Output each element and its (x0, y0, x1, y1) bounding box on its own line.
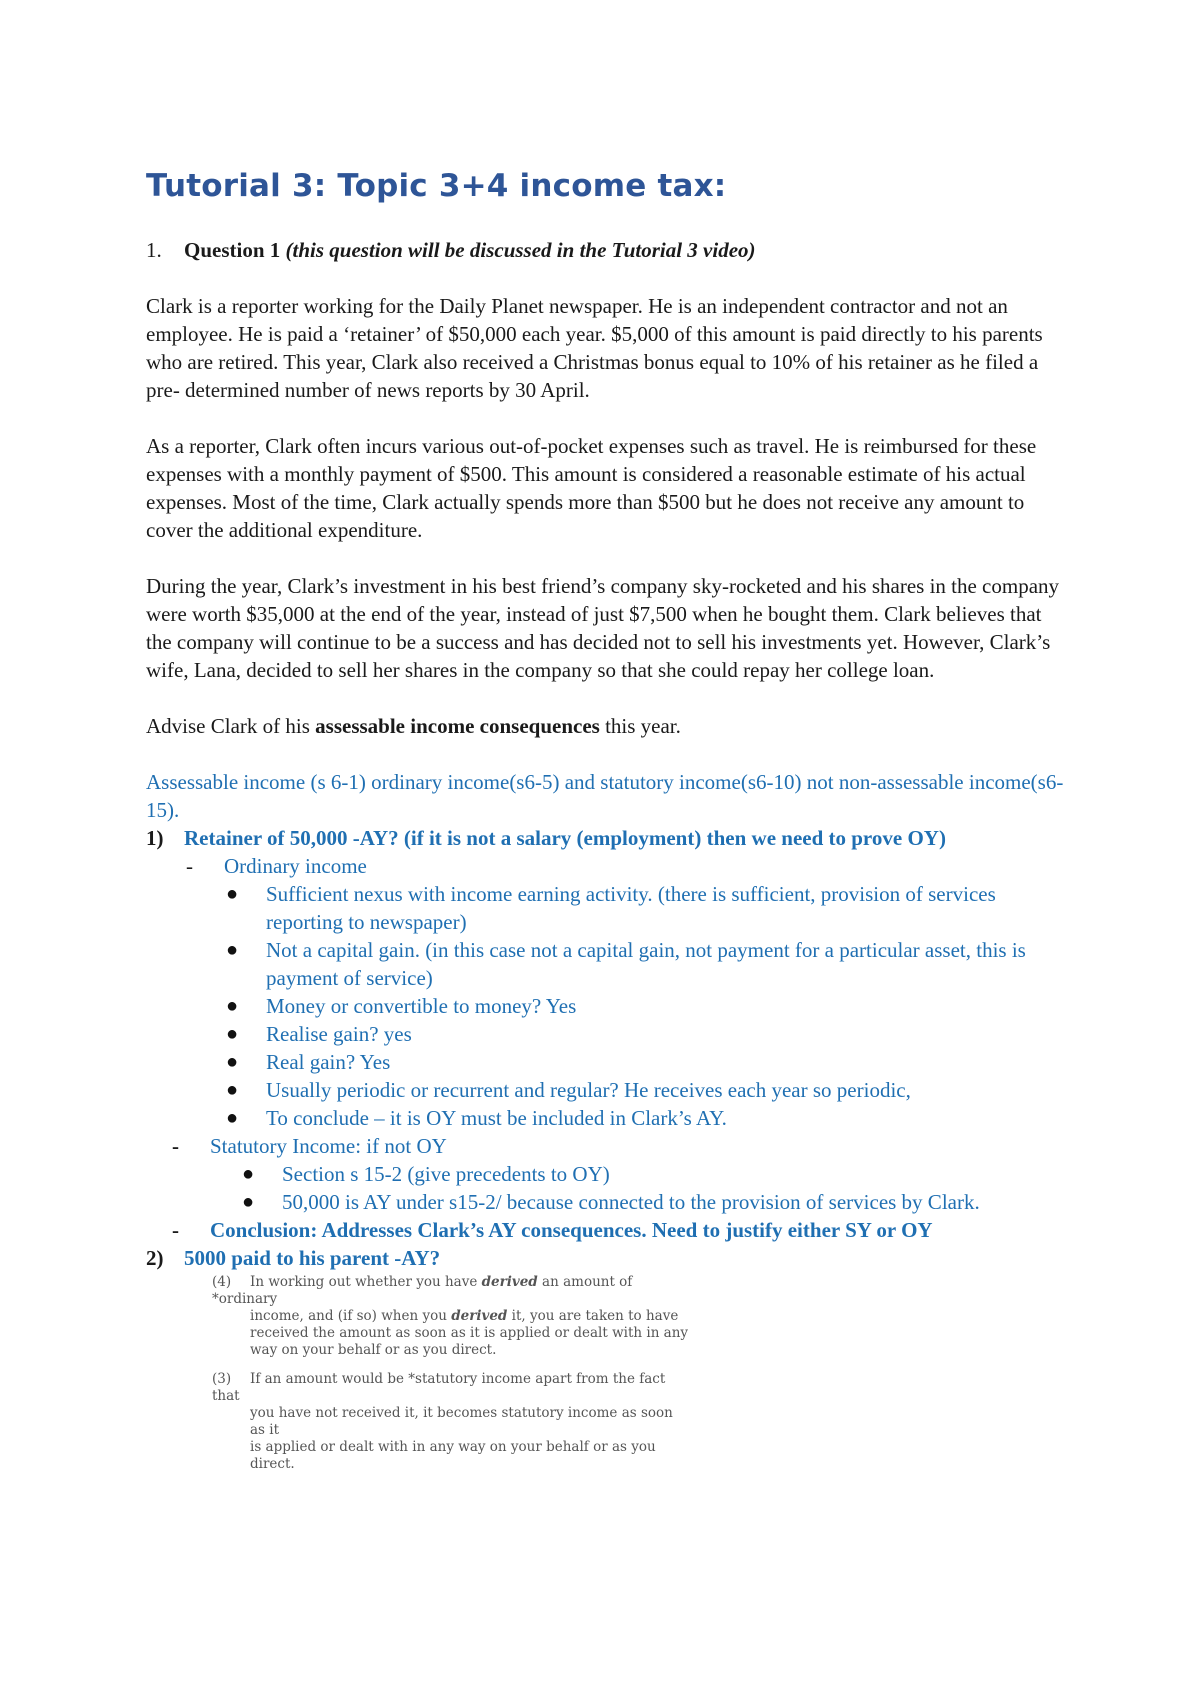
list-item: ● Usually periodic or recurrent and regular? He receives each year so periodic, (226, 1078, 911, 1102)
question-heading (146, 236, 1066, 264)
bullet-icon: ● (242, 1163, 255, 1185)
answer-intro: Assessable income (s 6-1) ordinary income(s6-5) and statutory income(s6-10) not non-assessable income(s6-15). (146, 770, 1064, 822)
bullet-icon: ● (226, 883, 239, 905)
answer-item-1: 1) Retainer of 50,000 -AY? (if it is not a salary (employment) then we need to prove OY) (146, 826, 946, 850)
ordinary-income-heading: - Ordinary income (186, 854, 367, 878)
bullet-icon: ● (226, 1107, 239, 1129)
paragraph: During the year, Clark’s investment in his best friend’s company sky-rocketed and his shares in the company were worth $35,000 at the end of the year, instead of just $7,500 when he bought them. Clark believes that the company will continue to be a success and has decided not to sell his investments yet. However, Clark’s wife, Lana, decided to sell her shares in the company so that she could repay her college loan. (146, 574, 1060, 682)
conclusion-line: - Conclusion: Addresses Clark’s AY consequences. Need to justify either SY or OY (172, 1218, 933, 1242)
list-item: ● Section s 15-2 (give precedents to OY) (242, 1162, 610, 1186)
paragraph: As a reporter, Clark often incurs various out-of-pocket expenses such as travel. He is reimbursed for these expenses with a monthly payment of $500. This amount is considered a reasonable estimate of his actual expenses. Most of the time, Clark actually spends more than $500 but he does not receive any amount to cover the additional expenditure. (146, 434, 1037, 542)
bullet-icon: ● (226, 1023, 239, 1045)
list-item: ● Sufficient nexus with income earning activity. (there is sufficient, provision of services reporting to newspaper) (226, 882, 996, 934)
list-item: ● Realise gain? yes (226, 1022, 412, 1046)
bullet-icon: ● (226, 1079, 239, 1101)
list-item: ● Money or convertible to money? Yes (226, 994, 577, 1018)
question-number: 1. (146, 238, 162, 262)
list-item: ● To conclude – it is OY must be included in Clark’s AY. (226, 1106, 727, 1130)
bullet-icon: ● (226, 995, 239, 1017)
bullet-icon: ● (226, 939, 239, 961)
advise-line: Advise Clark of his assessable income consequences this year. (146, 714, 681, 738)
list-item: ● Not a capital gain. (in this case not a capital gain, not payment for a particular asset, this is payment of service) (226, 938, 1026, 990)
question-label: Question 1 (184, 238, 281, 262)
answer-item-2: 2) 5000 paid to his parent -AY? (146, 1246, 441, 1270)
statutory-income-heading: - Statutory Income: if not OY (172, 1134, 447, 1158)
page-title: Tutorial 3: Topic 3+4 income tax: (146, 168, 727, 204)
list-item: ● 50,000 is AY under s15-2/ because connected to the provision of services by Clark. (242, 1190, 980, 1214)
bullet-icon: ● (226, 1051, 239, 1073)
list-item: ● Real gain? Yes (226, 1050, 391, 1074)
bullet-icon: ● (242, 1191, 255, 1213)
paragraph: Clark is a reporter working for the Daily Planet newspaper. He is an independent contractor and not an employee. He is paid a ‘retainer’ of $50,000 each year. $5,000 of this amount is paid directly to his parents who are retired. This year, Clark also received a Christmas bonus equal to 10% of his retainer as he filed a pre- determined number of news reports by 30 April. (146, 294, 1043, 402)
question-note: (this question will be discussed in the Tutorial 3 video) (285, 238, 756, 262)
legislation-excerpt: (4) In working out whether you have derived an amount of *ordinary income, and (if so) when you derived it, you are taken to have received the amount as soon as it is applied or dealt with in any way on your behalf or as you direct. (3) If an amount would be *statutory income apart from the fact that you have not received it, it becomes statutory income as soon as it is applied or dealt with in any way on your behalf or as you direct. (212, 1274, 689, 1472)
document-body (146, 236, 1066, 1473)
